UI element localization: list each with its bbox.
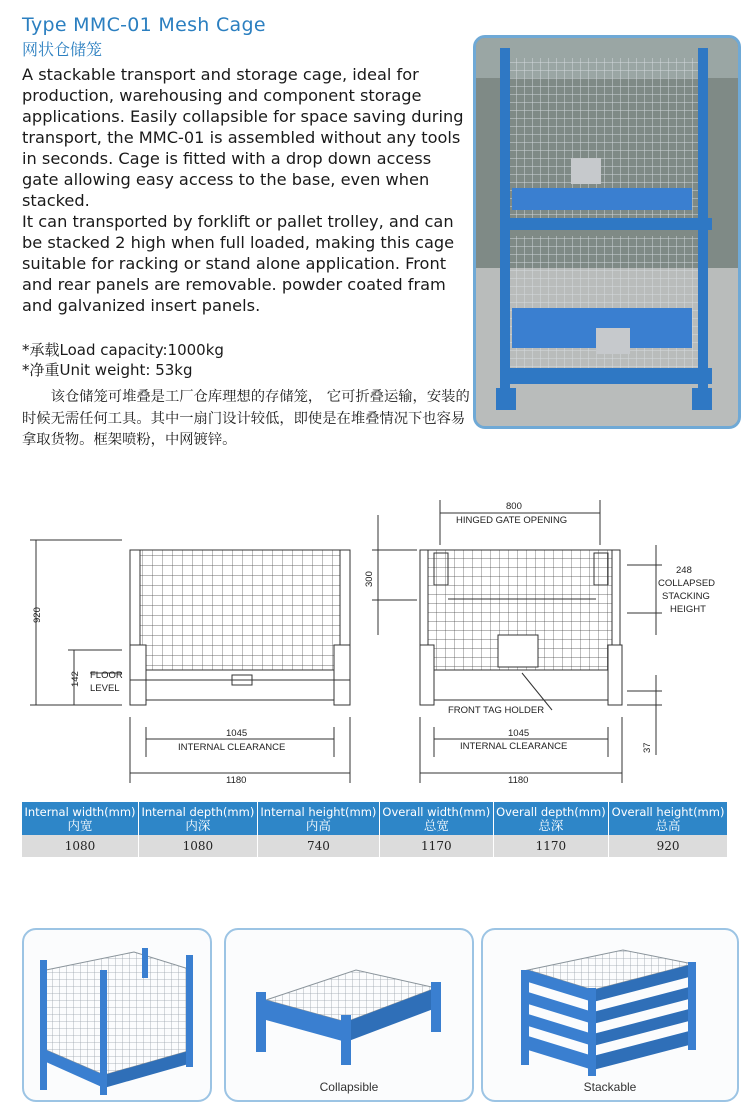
right-overall-value: 1180 [508,775,529,785]
header-internal-width: Internal width(mm) 内宽 [22,802,138,835]
assembled-cage-image [24,930,210,1100]
header-internal-height: Internal height(mm) 内高 [257,802,379,835]
stacked-cage-photo [473,35,741,429]
left-internal-label: INTERNAL CLEARANCE [178,742,286,753]
dimension-drawings [22,495,740,785]
description-para-1: A stackable transport and storage cage, ideal for production, warehousing and component storage applications. Easily collapsible for space saving during transport, the MMC-01 is assembled without any tools in seconds. Cage is fitted with a drop down access gate allowing easy access to the base, even when stacked. [22,65,464,210]
header-overall-width: Overall width(mm) 总宽 [380,802,494,835]
spec-weight: *净重Unit weight: 53kg [22,361,193,379]
floor-label-2: LEVEL [90,683,120,694]
description-para-2: It can transported by forklift or pallet trolley, and can be stacked 2 high when full loaded, making this cage suitable for racking or stand alone application. Front and rear panels are removable. powder coated fram and galvanized insert panels. [22,212,455,315]
value-overall-depth: 1170 [493,835,608,857]
foot-height-value: 37 [642,742,653,753]
gallery-assembled [22,928,212,1102]
page-title: Type MMC-01 Mesh Cage [22,14,266,36]
value-internal-width: 1080 [22,835,138,857]
description [22,64,470,316]
spec-list [22,340,224,380]
header-overall-depth: Overall depth(mm) 总深 [493,802,608,835]
value-internal-height: 740 [257,835,379,857]
collapsed-label-3: HEIGHT [670,604,706,615]
floor-label-1: FLOOR [90,670,123,681]
cn-description [22,387,472,452]
collapsed-cage-image [226,930,472,1080]
spec-load: *承载Load capacity:1000kg [22,341,224,359]
gallery-collapsible [224,928,474,1102]
value-overall-width: 1170 [380,835,494,857]
header-internal-depth: Internal depth(mm) 内深 [138,802,257,835]
page-subtitle: 网状仓储笼 [22,40,103,59]
collapsed-value: 248 [676,565,692,576]
value-internal-depth: 1080 [138,835,257,857]
caption-collapsible: Collapsible [319,1080,379,1094]
left-internal-value: 1045 [226,728,248,739]
left-height-label: 920 [32,607,43,623]
header-overall-height: Overall height(mm) 总高 [609,802,728,835]
right-internal-label: INTERNAL CLEARANCE [460,741,568,752]
left-floor-height-label: 142 [70,671,81,687]
value-overall-height: 920 [609,835,728,857]
gate-width-value: 800 [506,501,522,512]
gate-height-value: 300 [364,571,375,587]
left-overall-value: 1180 [226,775,247,785]
collapsed-label-2: STACKING [662,591,710,602]
cn-description-text: 该仓储笼可堆叠是工厂仓库理想的存储笼， 它可折叠运输，安装的时候无需任何工具。其中一扇门设计较低，即使是在堆叠情况下也容易拿取货物。框架喷粉，中网镀锌。 [22,389,470,448]
spec-table-value-row [22,835,728,857]
gate-width-label: HINGED GATE OPENING [456,515,568,526]
spec-table [22,802,728,857]
gallery-stackable [481,928,739,1102]
caption-stackable: Stackable [583,1080,637,1094]
spec-table-header-row [22,802,728,835]
tag-holder-label: FRONT TAG HOLDER [448,705,545,716]
collapsed-label-1: COLLAPSED [658,578,716,589]
right-internal-value: 1045 [508,728,530,739]
stacked-collapsed-image [483,930,737,1080]
